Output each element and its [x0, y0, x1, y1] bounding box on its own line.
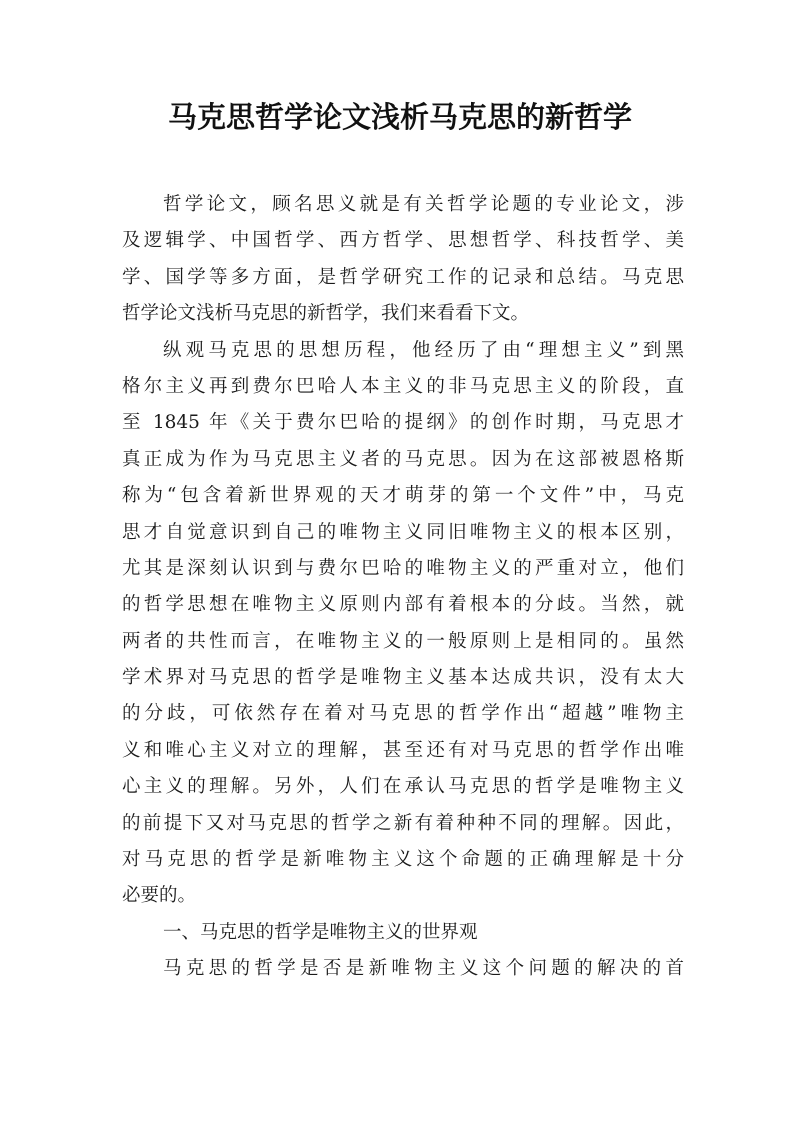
text-line: 及逻辑学、中国哲学、西方哲学、思想哲学、科技哲学、美 [122, 230, 684, 252]
text-line: 对马克思的哲学是新唯物主义这个命题的正确理解是十分 [122, 849, 684, 871]
text-line: 必要的。 [122, 885, 197, 907]
text-line: 哲学论文，顾名思义就是有关哲学论题的专业论文，涉 [163, 194, 684, 215]
text-line: 真正成为作为马克思主义者的马克思。因为在这部被恩格斯 [122, 448, 684, 470]
text-line: 纵观马克思的思想历程，他经历了由“理想主义”到黑 [163, 339, 684, 361]
text-line: 尤其是深刻认识到与费尔巴哈的唯物主义的严重对立，他们 [122, 557, 684, 579]
text-line: 两者的共性而言，在唯物主义的一般原则上是相同的。虽然 [122, 630, 684, 652]
text-line: 至 1845 年《关于费尔巴哈的提纲》的创作时期，马克思才 [122, 412, 684, 434]
text-line: 的分歧，可依然存在着对马克思的哲学作出“超越”唯物主 [122, 703, 684, 725]
text-line: 心主义的理解。另外，人们在承认马克思的哲学是唯物主义 [122, 776, 684, 798]
text-line: 格尔主义再到费尔巴哈人本主义的非马克思主义的阶段，直 [122, 375, 684, 397]
text-line: 的哲学思想在唯物主义原则内部有着根本的分歧。当然，就 [122, 594, 684, 616]
text-line: 学、国学等多方面，是哲学研究工作的记录和总结。马克思 [122, 266, 684, 288]
text-line: 的前提下又对马克思的哲学之新有着种种不同的理解。因此， [122, 812, 684, 834]
document-body [122, 187, 684, 988]
text-line: 一、马克思的哲学是唯物主义的世界观 [163, 921, 478, 943]
text-line: 哲学论文浅析马克思的新哲学，我们来看看下文。 [122, 303, 530, 325]
text-line: 义和唯心主义对立的理解，甚至还有对马克思的哲学作出唯 [122, 739, 684, 761]
text-line: 学术界对马克思的哲学是唯物主义基本达成共识，没有太大 [122, 667, 684, 689]
text-line: 马克思的哲学是否是新唯物主义这个问题的解决的首 [163, 958, 684, 980]
text-line: 思才自觉意识到自己的唯物主义同旧唯物主义的根本区别， [122, 521, 684, 543]
text-line: 称为“包含着新世界观的天才萌芽的第一个文件”中，马克 [122, 485, 684, 507]
document-title: 马克思哲学论文浅析马克思的新哲学 [167, 100, 632, 134]
